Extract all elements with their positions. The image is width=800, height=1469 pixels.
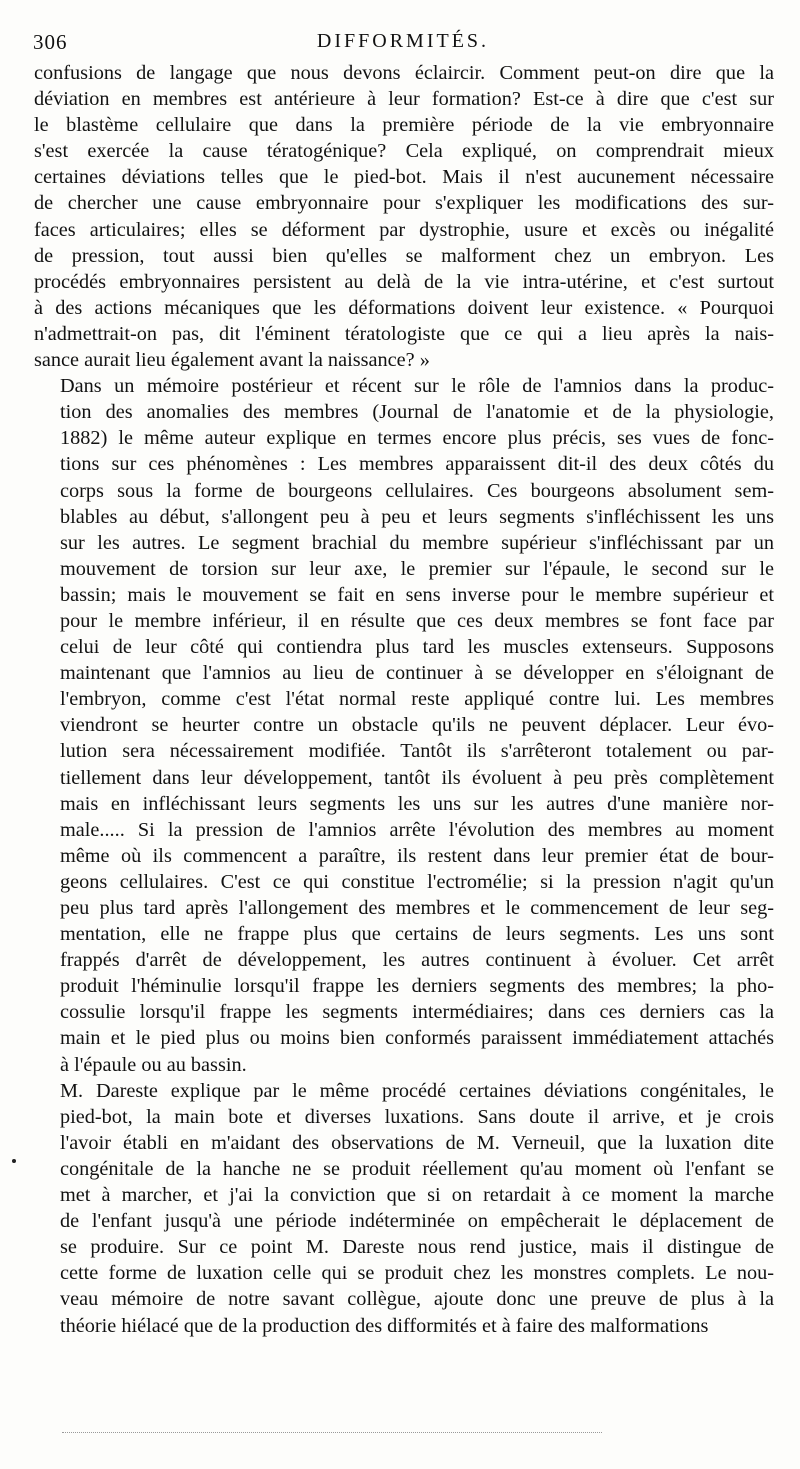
- text-line: déviation en membres est antérieure à leur formation? Est-ce à dire que c'est sur: [34, 88, 774, 111]
- text-line: le blastème cellulaire que dans la première période de la vie embryonnaire: [34, 114, 774, 137]
- text-line: se produire. Sur ce point M. Dareste nous rend justice, mais il distingue de: [60, 1236, 774, 1259]
- text-line: mouvement de torsion sur leur axe, le premier sur l'épaule, le second sur le: [60, 557, 774, 580]
- text-line: frappés d'arrêt de développement, les autres continuent à évoluer. Cet arrêt: [60, 949, 774, 972]
- running-title: DIFFORMITÉS.: [316, 30, 490, 52]
- text-line: Dans un mémoire postérieur et récent sur le rôle de l'amnios dans la produc-: [60, 375, 774, 398]
- text-line: maintenant que l'amnios au lieu de continuer à se développer en s'éloignant de: [60, 662, 774, 685]
- text-line: de chercher une cause embryonnaire pour s'expliquer les modifications des sur-: [34, 192, 774, 215]
- text-line: certaines déviations telles que le pied-bot. Mais il n'est aucunement nécessaire: [34, 166, 774, 189]
- text-line: théorie hiélacé que de la production des difformités et à faire des malformations: [60, 1314, 709, 1337]
- text-line: procédés embryonnaires persistent au delà de la vie intra-utérine, et c'est surtout: [34, 270, 774, 293]
- paragraph-2: [34, 373, 774, 1078]
- text-line: de pression, tout aussi bien qu'elles se malforment chez un embryon. Les: [34, 244, 774, 267]
- bottom-rule: [62, 1432, 602, 1433]
- text-line: à l'épaule ou au bassin.: [60, 1053, 247, 1076]
- text-line: corps sous la forme de bourgeons cellulaires. Ces bourgeons absolument sem-: [60, 479, 774, 502]
- text-line: male..... Si la pression de l'amnios arrête l'évolution des membres au moment: [60, 818, 774, 841]
- text-line: à des actions mécaniques que les déformations doivent leur existence. « Pourquoi: [34, 296, 774, 319]
- page-number: 306: [33, 30, 68, 54]
- text-line: pour le membre inférieur, il en résulte que ces deux membres se font face par: [60, 609, 774, 632]
- text-line: lution sera nécessairement modifiée. Tantôt ils s'arrêteront totalement ou par-: [60, 740, 774, 763]
- margin-mark: [12, 1159, 16, 1163]
- text-line: viendront se heurter contre un obstacle qu'ils ne peuvent déplacer. Leur évo-: [60, 714, 774, 737]
- text-line: pied-bot, la main bote et diverses luxations. Sans doute il arrive, et je crois: [60, 1105, 774, 1128]
- text-line: cette forme de luxation celle qui se produit chez les monstres complets. Le nou-: [60, 1262, 774, 1285]
- text-line: confusions de langage que nous devons éclaircir. Comment peut-on dire que la: [34, 62, 774, 84]
- body-text: [34, 60, 774, 1339]
- text-line: main et le pied plus ou moins bien conformés paraissent immédiatement attachés: [60, 1027, 774, 1050]
- text-line: 1882) le même auteur explique en termes encore plus précis, ses vues de fonc-: [60, 427, 774, 450]
- text-line: geons cellulaires. C'est ce qui constitue l'ectromélie; si la pression n'agit qu'un: [60, 870, 774, 893]
- text-line: congénitale de la hanche ne se produit réellement qu'au moment où l'enfant se: [60, 1157, 774, 1180]
- text-line: produit l'héminulie lorsqu'il frappe les derniers segments des membres; la pho-: [60, 975, 774, 998]
- text-line: mais en infléchissant leurs segments les uns sur les autres d'une manière nor-: [60, 792, 774, 815]
- text-line: sance aurait lieu également avant la naissance? »: [34, 349, 430, 372]
- text-line: mentation, elle ne frappe plus que certains de leurs segments. Les uns sont: [60, 923, 774, 946]
- text-line: s'est exercée la cause tératogénique? Cela expliqué, on comprendrait mieux: [34, 140, 774, 163]
- text-line: bassin; mais le mouvement se fait en sens inverse pour le membre supérieur et: [60, 583, 774, 606]
- text-line: celui de leur côté qui contiendra plus tard les muscles extenseurs. Supposons: [60, 636, 774, 659]
- text-line: n'admettrait-on pas, dit l'éminent tératologiste que ce qui a lieu après la nais-: [34, 322, 774, 345]
- text-line: peu plus tard après l'allongement des membres et le commencement de leur seg-: [60, 897, 774, 919]
- paragraph-1: [34, 60, 774, 373]
- text-line: cossulie lorsqu'il frappe les segments intermédiaires; dans ces derniers cas la: [60, 1001, 774, 1024]
- text-line: l'avoir établi en m'aidant des observations de M. Verneuil, que la luxation dite: [60, 1131, 774, 1154]
- text-line: veau mémoire de notre savant collègue, ajoute donc une preuve de plus à la: [60, 1288, 774, 1311]
- text-line: blables au début, s'allongent peu à peu et leurs segments s'infléchissent les uns: [60, 505, 774, 528]
- text-line: sur les autres. Le segment brachial du membre supérieur s'infléchissant par un: [60, 531, 774, 554]
- text-line: M. Dareste explique par le même procédé certaines déviations congénitales, le: [60, 1079, 774, 1102]
- paragraph-3: [34, 1078, 774, 1339]
- text-line: l'embryon, comme c'est l'état normal reste appliqué contre lui. Les membres: [60, 688, 774, 711]
- text-line: de l'enfant jusqu'à une période indéterminée on empêcherait le déplacement de: [60, 1210, 774, 1233]
- text-line: tion des anomalies des membres (Journal de l'anatomie et de la physiologie,: [60, 401, 774, 424]
- text-line: même où ils commencent a paraître, ils restent dans leur premier état de bour-: [60, 844, 774, 867]
- text-line: met à marcher, et j'ai la conviction que si on retardait à ce moment la marche: [60, 1184, 774, 1207]
- text-line: tions sur ces phénomènes : Les membres apparaissent dit-il des deux côtés du: [60, 453, 774, 476]
- page-header: [33, 30, 773, 58]
- text-line: faces articulaires; elles se déforment par dystrophie, usure et excès ou inégalité: [34, 218, 774, 241]
- text-line: tiellement dans leur développement, tantôt ils évoluent à peu près complètement: [60, 766, 774, 789]
